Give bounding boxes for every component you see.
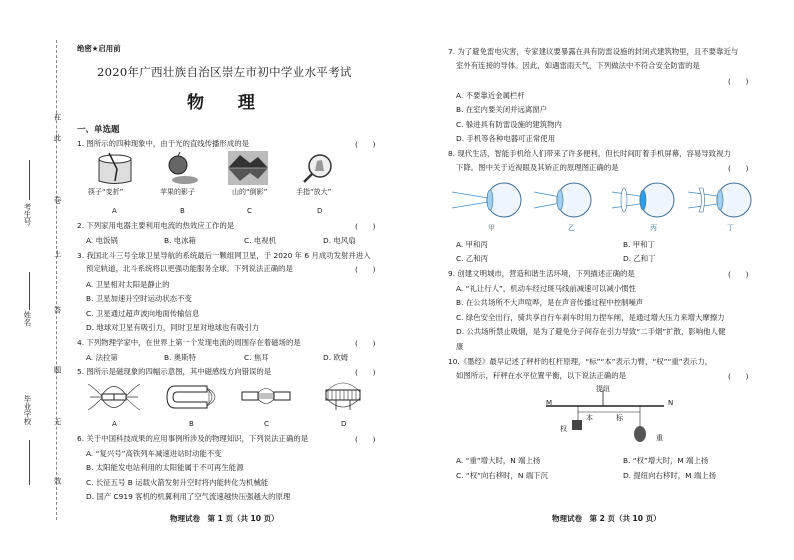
q7-answer-paren: ( ) xyxy=(728,77,749,86)
q10-label-m: M xyxy=(546,399,553,407)
q5-letter-a: A xyxy=(112,420,117,428)
q6-answer-paren: ( ) xyxy=(355,435,376,444)
q8-answer-paren: ( ) xyxy=(728,164,749,173)
page1-footer: 物理试卷 第 1 页（共 10 页） xyxy=(170,514,279,523)
q6-option-c: C. 长征五号 B 运载火箭发射升空时将内能转化为机械能 xyxy=(86,478,269,487)
q9-option-d: D. 公共场所禁止吸烟，是为了避免分子间存在引力导致“二手烟”扩散，影响他人健 xyxy=(456,327,726,336)
q2-option-b: B. 电冰箱 xyxy=(164,236,196,245)
q10-label-knob: 提纽 xyxy=(596,385,610,393)
q7-stem-line1: 7. 为了避免雷电灾害，专家建议要暴露在具有防雷设施的封闭式建筑物里，且不要靠近与 xyxy=(448,47,739,56)
q5-stem: 5. 图所示是磁现象的四幅示意图，其中磁感线方向错误的是 xyxy=(77,367,272,376)
q9-option-c: C. 绿色安全出行，骑共享自行车刹车时用力捏车闸，是通过增大压力来增大摩擦力 xyxy=(456,313,725,322)
binding-dashed-line xyxy=(56,40,57,520)
q10-stem-line2: 如图所示，秆秤在水平位置平衡，以下说法正确的是 xyxy=(456,371,626,380)
q8-option-a: A. 甲和丙 xyxy=(456,240,488,249)
q3-stem-line1: 3. 我国北斗三号全球卫星导航的系统最后一颗组网卫星，于 2020 年 6 月成功发射并进入 xyxy=(77,251,371,260)
binding-char: 答 xyxy=(53,306,62,314)
q4-answer-paren: ( ) xyxy=(355,339,376,348)
q4-option-b: B. 奥斯特 xyxy=(164,353,196,362)
q10-label-quan: 权 xyxy=(560,425,567,433)
q4-stem: 4. 下列物理学家中，在世界上第一个发现电流的周围存在着磁场的是 xyxy=(77,338,301,347)
q1-caption-b: 苹果的影子 xyxy=(160,188,195,196)
q6-stem: 6. 关于中国科技成果的应用事例所涉及的物理知识，下列说法正确的是 xyxy=(77,434,309,443)
eye-diagram-bing xyxy=(612,183,674,217)
q1-caption-c: 山的“倒影” xyxy=(232,188,268,196)
field-school-line xyxy=(29,440,30,485)
weight-block xyxy=(572,420,582,430)
q8-option-c: C. 乙和丙 xyxy=(456,254,489,263)
binding-char: 卷 xyxy=(53,196,62,204)
binding-char: 上 xyxy=(53,250,62,258)
q3-stem-line2: 预定轨道，北斗系统将以更强功能服务全球。下列说法正确的是 xyxy=(86,264,293,273)
q9-option-b: B. 在公共场所不大声喧哗，是在声音传播过程中控制噪声 xyxy=(456,298,644,307)
q1-caption-a: 筷子“变折” xyxy=(88,188,124,196)
q7-option-c: C. 躲进具有防雷设施的建筑物内 xyxy=(456,120,562,129)
q5-diagram-u-magnet xyxy=(163,380,219,414)
q8-eye-diagrams xyxy=(452,178,772,222)
q1-letter-a: A xyxy=(112,207,117,215)
q1-letter-d: D xyxy=(317,207,323,215)
q6-option-a: A. “复兴号”高铁列车减速进站时动能不变 xyxy=(86,449,222,458)
q8-stem-line2: 下降。图中关于近视眼及其矫正的原理图正确的是 xyxy=(456,163,619,172)
q1-image-mountain-reflection xyxy=(228,151,268,185)
q6-option-b: B. 太阳能发电站利用的太阳能属于不可再生能源 xyxy=(86,463,244,472)
page2-footer: 物理试卷 第 2 页（共 10 页） xyxy=(552,514,661,523)
q8-label-jia: 甲 xyxy=(488,224,495,232)
q8-label-ding: 丁 xyxy=(727,224,734,232)
q1-answer-paren: ( ) xyxy=(355,140,376,149)
q1-letter-c: C xyxy=(247,207,252,215)
q2-stem: 2. 下列家用电器主要利用电流的热效应工作的是 xyxy=(77,221,235,230)
q8-label-bing: 丙 xyxy=(650,224,657,232)
q9-option-a: A. “礼让行人”，机动车经过斑马线前减速可以减小惯性 xyxy=(456,284,636,293)
subject-title: 物 理 xyxy=(187,93,269,113)
q7-option-a: A. 不要靠近金属栏杆 xyxy=(456,91,525,100)
q8-option-b: B. 甲和丁 xyxy=(623,240,655,249)
q4-option-a: A. 法拉第 xyxy=(86,353,118,362)
field-exam-number-label: 考生号 xyxy=(23,203,32,226)
eye-diagram-yi xyxy=(534,183,591,217)
field-school-label: 毕业学校 xyxy=(23,395,32,425)
q8-option-d: D. 乙和丁 xyxy=(623,254,656,263)
eye-diagram-jia xyxy=(452,183,521,217)
field-exam-number-line xyxy=(29,160,30,200)
q10-answer-paren: ( ) xyxy=(728,372,749,381)
q9-option-d-cont: 康 xyxy=(456,342,464,351)
q1-letter-b: B xyxy=(180,207,185,215)
field-name-line xyxy=(29,272,30,310)
q1-image-chopsticks xyxy=(95,151,135,185)
q10-label-ben: 本 xyxy=(586,414,593,422)
binding-char: 效 xyxy=(53,477,62,485)
q2-option-a: A. 电饭锅 xyxy=(86,236,118,245)
q1-caption-d: 手指“放大” xyxy=(296,188,332,196)
q6-option-d: D. 国产 C919 客机的机翼利用了空气流速越快压强越大的原理 xyxy=(86,492,291,501)
q2-option-d: D. 电风扇 xyxy=(323,236,356,245)
binding-char: 在 xyxy=(53,113,62,121)
binding-char: 题 xyxy=(53,366,62,374)
q8-label-yi: 乙 xyxy=(568,224,575,232)
q3-option-c: C. 卫星通过超声波向地面传输信息 xyxy=(86,309,200,318)
q10-option-a: A. “重”增大时，N 端上扬 xyxy=(456,456,541,465)
binding-char: 此 xyxy=(53,134,62,142)
q8-stem-line1: 8. 现代生活，智能手机给人们带来了许多便利，但长时间盯着手机屏幕，容易导致视力 xyxy=(448,149,731,158)
q4-option-c: C. 焦耳 xyxy=(244,353,269,362)
q1-image-magnified-finger xyxy=(298,151,338,185)
q10-option-b: B. “权”增大时，M 端上扬 xyxy=(623,456,709,465)
counterweight xyxy=(634,426,646,442)
eye-diagram-ding xyxy=(688,183,751,217)
q7-option-b: B. 在室内要关闭并远离窗户 xyxy=(456,105,548,114)
q10-label-zhong: 重 xyxy=(656,434,663,442)
q5-diagram-solenoid xyxy=(316,378,370,414)
q7-option-d: D. 手机等各种电器可正常使用 xyxy=(456,134,556,143)
q5-letter-b: B xyxy=(189,420,194,428)
q10-label-biao: 标 xyxy=(616,414,623,422)
q10-label-n: N xyxy=(668,399,674,407)
q3-answer-paren: ( ) xyxy=(355,265,376,274)
q2-answer-paren: ( ) xyxy=(355,222,376,231)
q1-stem: 1. 图所示的四种现象中，由于光的直线传播形成的是 xyxy=(77,139,249,148)
q3-option-a: A. 卫星相对太阳是静止的 xyxy=(86,280,170,289)
q4-option-d: D. 欧姆 xyxy=(323,353,349,362)
q10-option-d: D. 提纽向右移时，M 端上扬 xyxy=(623,471,717,480)
q10-option-c: C. “权”向右移时，N 端下沉 xyxy=(456,471,548,480)
exam-title: 2020年广西壮族自治区崇左市初中学业水平考试 xyxy=(97,65,352,79)
section-heading: 一、单选题 xyxy=(77,125,120,135)
q3-option-b: B. 卫星加速升空时运动状态不变 xyxy=(86,294,192,303)
q10-stem-line1: 10.《墨经》最早记述了秤杆的杠杆原理，“标”“本”表示力臂，“权”“重”表示力， xyxy=(448,357,713,366)
q9-answer-paren: ( ) xyxy=(728,270,749,279)
q5-letter-d: D xyxy=(341,420,347,428)
q3-option-d: D. 地球对卫星有吸引力，同时卫星对地球也有吸引力 xyxy=(86,323,259,332)
field-name-label: 姓名 xyxy=(23,311,32,326)
q1-image-apple-shadow xyxy=(162,151,200,185)
q5-letter-c: C xyxy=(264,420,269,428)
q5-diagram-two-poles xyxy=(240,380,292,414)
secret-label: 绝密★启用前 xyxy=(77,44,121,53)
q7-stem-line2: 室外有连接的导体。因此，如遇雷雨天气，下列做法中不符合安全防雷的是 xyxy=(456,61,700,70)
q5-answer-paren: ( ) xyxy=(355,368,376,377)
q9-stem: 9. 创建文明城市，营造和谐生活环境，下列描述正确的是 xyxy=(448,269,635,278)
q5-diagram-bar-magnet xyxy=(88,380,140,414)
binding-char: 无 xyxy=(53,418,62,426)
q2-option-c: C. 电视机 xyxy=(244,236,277,245)
